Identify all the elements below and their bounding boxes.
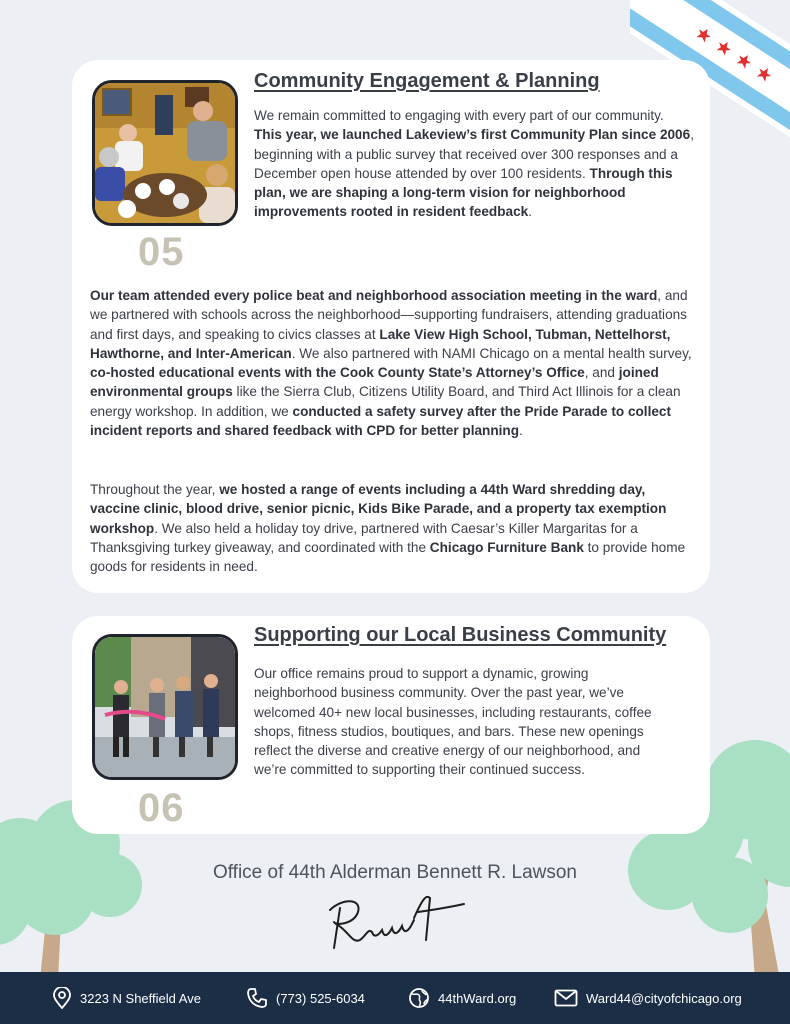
section-paragraph bbox=[254, 664, 666, 780]
bold-text-run: joined environmental groups bbox=[90, 365, 659, 400]
section-paragraph bbox=[90, 286, 698, 440]
section-number: 06 bbox=[138, 786, 185, 830]
text-run: , and we partnered with schools across the neighborhood—supporting fundraisers, attending graduations and first days, and speaking to civics classes at bbox=[90, 288, 688, 342]
email-text: Ward44@cityofchicago.org bbox=[586, 990, 742, 1006]
text-run: to provide home goods for residents in need. bbox=[90, 539, 686, 575]
text-run: , beginning with a public survey that received over 300 responses and a December open house attended by over 100 residents. bbox=[254, 127, 694, 181]
bold-text-run: This year, we launched Lakeview’s first Community Plan since 2006 bbox=[254, 127, 691, 143]
section-card-business bbox=[72, 616, 710, 834]
text-run: . We also partnered with NAMI Chicago on a mental health survey, bbox=[291, 345, 692, 361]
footer-email[interactable] bbox=[554, 972, 742, 1024]
address-text: 3223 N Sheffield Ave bbox=[80, 990, 201, 1006]
community-meeting-photo bbox=[92, 80, 238, 226]
text-run: like the Sierra Club, Citizens Utility Board, and Third Act Illinois for a clean energy workshop. In addition, we bbox=[90, 384, 681, 419]
section-paragraph bbox=[90, 480, 698, 576]
text-run: . bbox=[528, 204, 532, 220]
section-card-community bbox=[72, 60, 710, 593]
ribbon-cutting-photo bbox=[92, 634, 238, 780]
bold-text-run: Chicago Furniture Bank bbox=[429, 539, 584, 555]
signature-icon bbox=[322, 890, 472, 956]
text-run: , and bbox=[584, 365, 619, 381]
footer-address bbox=[52, 972, 201, 1024]
bold-text-run: co-hosted educational events with the Cook County State’s Attorney’s Office bbox=[90, 365, 585, 381]
text-run: Our office remains proud to support a dynamic, growing neighborhood business community. Over the past year, we’ve welcomed 40+ new local businesses, including restaurants, coffee shops, fitness studios, boutiques, and bars. These new openings reflect the diverse and creative energy of our neighborhood, and we’re committed to supporting their continued success. bbox=[254, 666, 652, 778]
bold-text-run: we hosted a range of events including a 44th Ward shredding day, vaccine clinic, blood drive, senior picnic, Kids Bike Parade, and a property tax exemption workshop bbox=[90, 482, 667, 536]
location-pin-icon bbox=[52, 987, 72, 1009]
footer-phone[interactable] bbox=[246, 972, 365, 1024]
footer-website[interactable] bbox=[408, 972, 516, 1024]
section-paragraph bbox=[254, 106, 694, 222]
bold-text-run: Our team attended every police beat and neighborhood association meeting in the ward bbox=[90, 288, 658, 303]
globe-icon bbox=[408, 987, 430, 1009]
website-text: 44thWard.org bbox=[438, 990, 517, 1006]
office-line: Office of 44th Alderman Bennett R. Lawson bbox=[212, 862, 578, 883]
text-run: . We also held a holiday toy drive, partnered with Caesar’s Killer Margaritas for a Thanksgiving turkey giveaway, and coordinated with the bbox=[90, 520, 638, 555]
footer-bar bbox=[0, 972, 790, 1024]
phone-text: (773) 525-6034 bbox=[276, 990, 365, 1006]
section-title: Supporting our Local Business Community bbox=[254, 624, 667, 646]
bold-text-run: Lake View High School, Tubman, Nettelhorst, Hawthorne, and Inter-American bbox=[90, 326, 671, 361]
section-number: 05 bbox=[138, 230, 185, 274]
email-icon bbox=[554, 989, 578, 1007]
text-run: We remain committed to engaging with every part of our community. bbox=[254, 108, 664, 123]
bold-text-run: conducted a safety survey after the Pride Parade to collect incident reports and shared feedback with CPD for better planning bbox=[90, 403, 672, 439]
bold-text-run: Through this plan, we are shaping a long-term vision for neighborhood improvements rooted in resident feedback bbox=[254, 165, 673, 220]
text-run: . bbox=[519, 423, 523, 439]
phone-icon bbox=[246, 987, 268, 1009]
section-title: Community Engagement & Planning bbox=[254, 70, 600, 92]
text-run: Throughout the year, bbox=[90, 482, 220, 497]
